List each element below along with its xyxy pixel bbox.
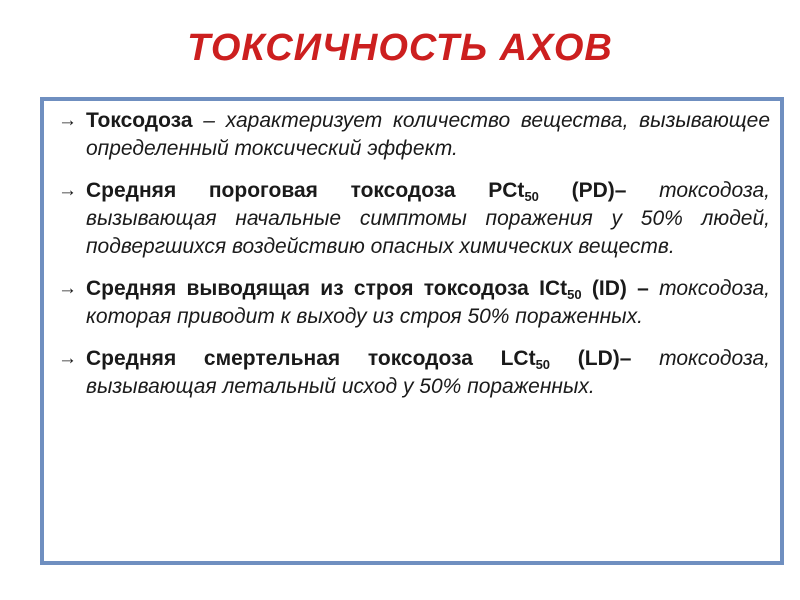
term-subscript: 50	[535, 357, 551, 372]
term-subscript: 50	[524, 189, 539, 204]
term-label: Средняя выводящая из строя токсодоза ICt	[86, 277, 568, 300]
term-definition: токсодоза, вызывающая начальные симптомы поражения у 50% людей, подвергшихся воздействию опасных химических веществ.	[86, 179, 770, 258]
slide-title: ТОКСИЧНОСТЬ АХОВ	[187, 27, 613, 69]
term-definition: – характеризует количество вещества, вызывающее определенный токсический эффект.	[86, 109, 770, 160]
check-arrow-icon: →	[58, 348, 77, 369]
check-arrow-icon: →	[58, 180, 77, 201]
term-abbreviation: (PD)–	[538, 179, 627, 202]
term-label: Токсодоза	[86, 109, 193, 132]
content-frame	[40, 97, 784, 565]
term-subscript: 50	[567, 287, 582, 302]
check-arrow-icon: →	[58, 278, 77, 299]
term-abbreviation: (LD)–	[550, 347, 632, 370]
bullet-list	[58, 107, 770, 415]
term-label: Средняя смертельная токсодоза LCt	[86, 347, 536, 370]
term-abbreviation: (ID) –	[581, 277, 649, 300]
list-item	[58, 275, 770, 331]
list-item	[58, 107, 770, 163]
term-definition: токсодоза, вызывающая летальный исход у 50% пораженных.	[86, 347, 770, 398]
term-definition: токсодоза, которая приводит к выходу из строя 50% пораженных.	[86, 277, 770, 328]
check-arrow-icon: →	[58, 110, 77, 131]
list-item	[58, 345, 770, 401]
list-item	[58, 177, 770, 261]
term-label: Средняя пороговая токсодоза PCt	[86, 179, 525, 202]
